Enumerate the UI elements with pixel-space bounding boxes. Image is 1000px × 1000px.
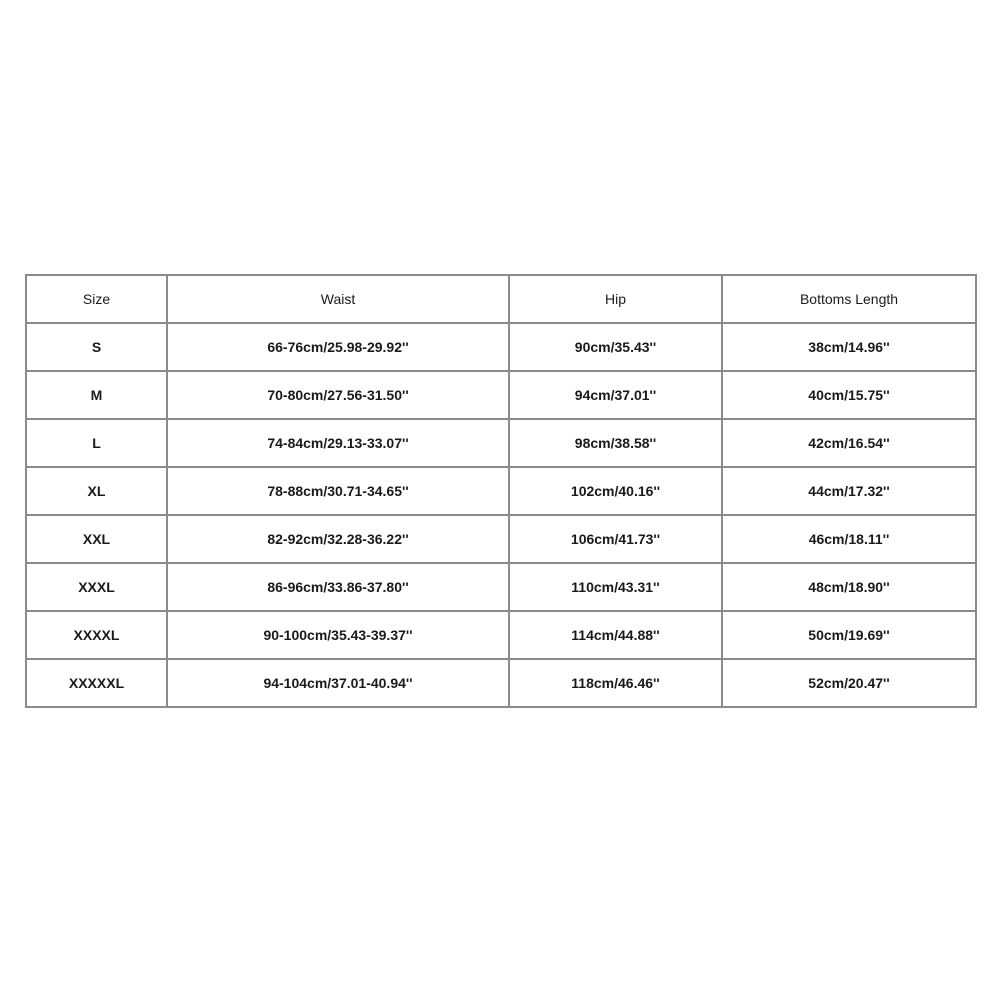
cell-waist: 74-84cm/29.13-33.07'' <box>167 419 509 467</box>
cell-bottoms-length: 40cm/15.75'' <box>722 371 976 419</box>
cell-bottoms-length: 46cm/18.11'' <box>722 515 976 563</box>
cell-hip: 106cm/41.73'' <box>509 515 722 563</box>
cell-waist: 90-100cm/35.43-39.37'' <box>167 611 509 659</box>
cell-bottoms-length: 48cm/18.90'' <box>722 563 976 611</box>
cell-bottoms-length: 42cm/16.54'' <box>722 419 976 467</box>
cell-hip: 102cm/40.16'' <box>509 467 722 515</box>
table-row <box>26 515 976 563</box>
table-row <box>26 371 976 419</box>
cell-bottoms-length: 44cm/17.32'' <box>722 467 976 515</box>
header-row <box>26 275 976 323</box>
cell-waist: 82-92cm/32.28-36.22'' <box>167 515 509 563</box>
cell-waist: 94-104cm/37.01-40.94'' <box>167 659 509 707</box>
table-row <box>26 323 976 371</box>
table-row <box>26 563 976 611</box>
cell-hip: 118cm/46.46'' <box>509 659 722 707</box>
cell-waist: 86-96cm/33.86-37.80'' <box>167 563 509 611</box>
size-chart-body <box>26 323 976 707</box>
cell-waist: 78-88cm/30.71-34.65'' <box>167 467 509 515</box>
cell-size: XXL <box>26 515 167 563</box>
size-chart-header <box>26 275 976 323</box>
cell-size: S <box>26 323 167 371</box>
cell-size: XXXL <box>26 563 167 611</box>
cell-hip: 110cm/43.31'' <box>509 563 722 611</box>
header-hip: Hip <box>509 275 722 323</box>
cell-hip: 114cm/44.88'' <box>509 611 722 659</box>
cell-hip: 98cm/38.58'' <box>509 419 722 467</box>
table-row <box>26 419 976 467</box>
cell-bottoms-length: 38cm/14.96'' <box>722 323 976 371</box>
cell-size: XXXXXL <box>26 659 167 707</box>
size-chart-table <box>25 274 977 708</box>
header-size: Size <box>26 275 167 323</box>
cell-size: XXXXL <box>26 611 167 659</box>
header-bottoms-length: Bottoms Length <box>722 275 976 323</box>
cell-size: XL <box>26 467 167 515</box>
cell-waist: 70-80cm/27.56-31.50'' <box>167 371 509 419</box>
cell-bottoms-length: 52cm/20.47'' <box>722 659 976 707</box>
table-row <box>26 659 976 707</box>
table-row <box>26 467 976 515</box>
cell-size: M <box>26 371 167 419</box>
header-waist: Waist <box>167 275 509 323</box>
cell-waist: 66-76cm/25.98-29.92'' <box>167 323 509 371</box>
cell-size: L <box>26 419 167 467</box>
cell-hip: 90cm/35.43'' <box>509 323 722 371</box>
cell-bottoms-length: 50cm/19.69'' <box>722 611 976 659</box>
table-row <box>26 611 976 659</box>
cell-hip: 94cm/37.01'' <box>509 371 722 419</box>
